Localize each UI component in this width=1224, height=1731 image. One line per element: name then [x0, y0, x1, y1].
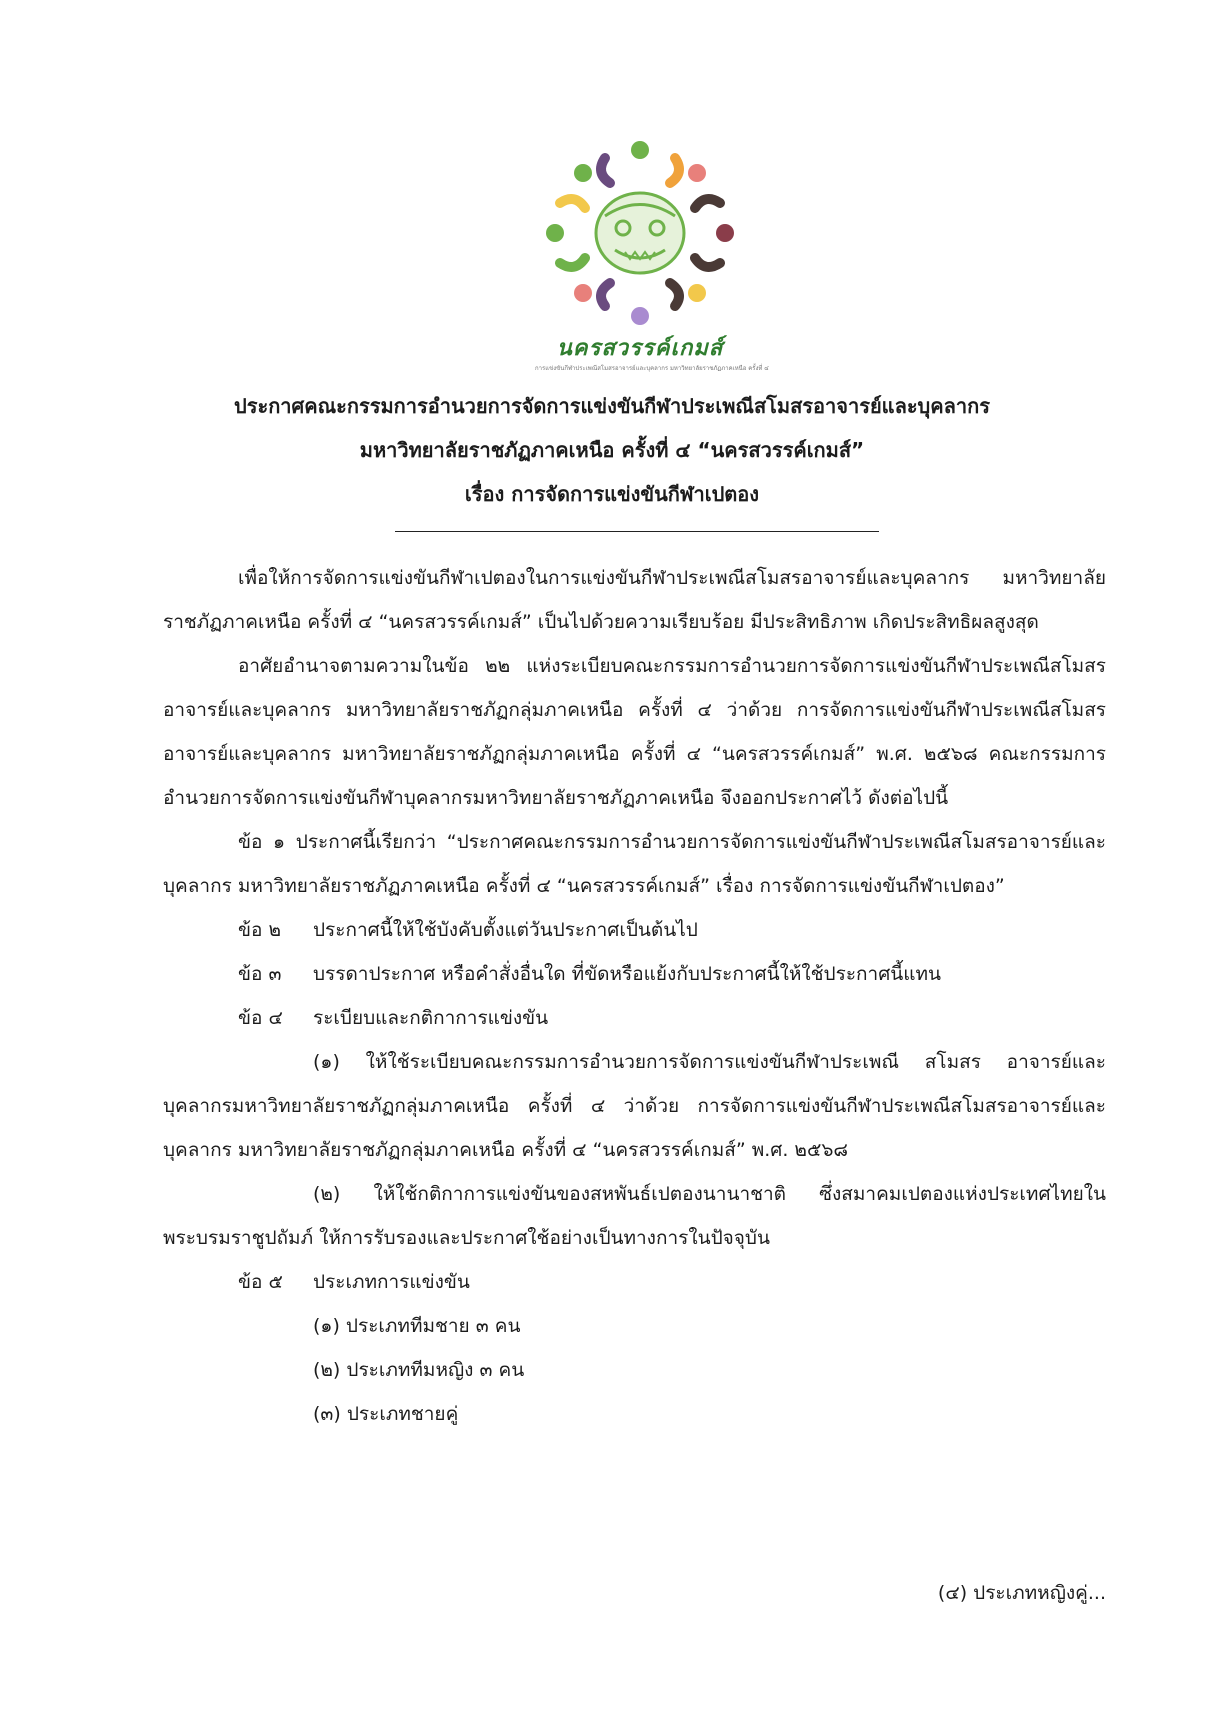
clause-number: ข้อ ๕ — [238, 1271, 283, 1293]
clause-number: ข้อ ๒ — [238, 919, 281, 941]
logo-subtitle: การแข่งขันกีฬาประเพณีสโมสรอาจารย์และบุคลากร มหาวิทยาลัยราชภัฏภาคเหนือ ครั้งที่ ๔ — [535, 365, 769, 372]
clause-text: ประเภทการแข่งขัน — [313, 1271, 470, 1293]
event-logo — [535, 138, 769, 378]
clause-5-item: (๒) ประเภททีมหญิง ๓ คน — [313, 1359, 525, 1381]
clause-4-item-1: (๑) ให้ใช้ระเบียบคณะกรรมการอำนวยการจัดการแข่งขันกีฬาประเพณี สโมสร อาจารย์และบุคลากรมหาวิทยาลัยราชภัฏกลุ่มภาคเหนือ ครั้งที่ ๔ ว่าด้วย การจัดการแข่งขันกีฬาประเพณีสโมสรอาจารย์และบุคลากร มหาวิทยาลัยราชภัฏกลุ่มภาคเหนือ ครั้งที่ ๔ “นครสวรรค์เกมส์” พ.ศ. ๒๕๖๘ — [163, 1051, 1106, 1161]
clause-text: ประกาศนี้ให้ใช้บังคับตั้งแต่วันประกาศเป็นต้นไป — [313, 919, 698, 941]
clause-number: ข้อ ๔ — [238, 1007, 283, 1029]
document-heading — [150, 384, 1074, 516]
clause-5-item: (๑) ประเภททีมชาย ๓ คน — [313, 1315, 521, 1337]
logo-wordmark: นครสวรรค์เกมส์ — [556, 335, 724, 361]
heading-line-1: ประกาศคณะกรรมการอำนวยการจัดการแข่งขันกีฬาประเพณีสโมสรอาจารย์และบุคลากร — [234, 394, 990, 418]
clause-text: ระเบียบและกติกาการแข่งขัน — [313, 1007, 549, 1029]
logo-emblem-icon — [535, 138, 745, 328]
clause-5 — [163, 1260, 1106, 1304]
heading-line-2: มหาวิทยาลัยราชภัฏภาคเหนือ ครั้งที่ ๔ “นครสวรรค์เกมส์” — [359, 438, 865, 462]
document-body — [163, 556, 1106, 1436]
clause-3 — [163, 952, 1106, 996]
clause-2 — [163, 908, 1106, 952]
continuation-note: (๔) ประเภทหญิงคู่... — [937, 1582, 1106, 1604]
clause-1: ข้อ ๑ ประกาศนี้เรียกว่า “ประกาศคณะกรรมการอำนวยการจัดการแข่งขันกีฬาประเพณีสโมสรอาจารย์และบุคลากร มหาวิทยาลัยราชภัฏภาคเหนือ ครั้งที่ ๔ “นครสวรรค์เกมส์” เรื่อง การจัดการแข่งขันกีฬาเปตอง” — [163, 831, 1106, 897]
clause-text: บรรดาประกาศ หรือคำสั่งอื่นใด ที่ขัดหรือแย้งกับประกาศนี้ให้ใช้ประกาศนี้แทน — [313, 963, 942, 985]
clause-4-item-2: (๒) ให้ใช้กติกาการแข่งขันของสหพันธ์เปตองนานาชาติ ซึ่งสมาคมเปตองแห่งประเทศไทยในพระบรมราชูปถัมภ์ ให้การรับรองและประกาศใช้อย่างเป็นทางการในปัจจุบัน — [163, 1183, 1106, 1249]
heading-divider — [395, 531, 879, 532]
clause-5-item: (๓) ประเภทชายคู่ — [313, 1403, 459, 1425]
paragraph-authority: อาศัยอำนาจตามความในข้อ ๒๒ แห่งระเบียบคณะกรรมการอำนวยการจัดการแข่งขันกีฬาประเพณีสโมสรอาจารย์และบุคลากร มหาวิทยาลัยราชภัฏกลุ่มภาคเหนือ ครั้งที่ ๔ ว่าด้วย การจัดการแข่งขันกีฬาประเพณีสโมสรอาจารย์และบุคลากร มหาวิทยาลัยราชภัฏกลุ่มภาคเหนือ ครั้งที่ ๔ “นครสวรรค์เกมส์” พ.ศ. ๒๕๖๘ คณะกรรมการอำนวยการจัดการแข่งขันกีฬาบุคลากรมหาวิทยาลัยราชภัฏภาคเหนือ จึงออกประกาศไว้ ดังต่อไปนี้ — [163, 655, 1106, 809]
paragraph-purpose: เพื่อให้การจัดการแข่งขันกีฬาเปตองในการแข่งขันกีฬาประเพณีสโมสรอาจารย์และบุคลากร มหาวิทยาลัยราชภัฏภาคเหนือ ครั้งที่ ๔ “นครสวรรค์เกมส์” เป็นไปด้วยความเรียบร้อย มีประสิทธิภาพ เกิดประสิทธิผลสูงสุด — [163, 567, 1106, 633]
heading-line-3: เรื่อง การจัดการแข่งขันกีฬาเปตอง — [464, 482, 760, 506]
clause-number: ข้อ ๓ — [238, 963, 282, 985]
clause-4 — [163, 996, 1106, 1040]
